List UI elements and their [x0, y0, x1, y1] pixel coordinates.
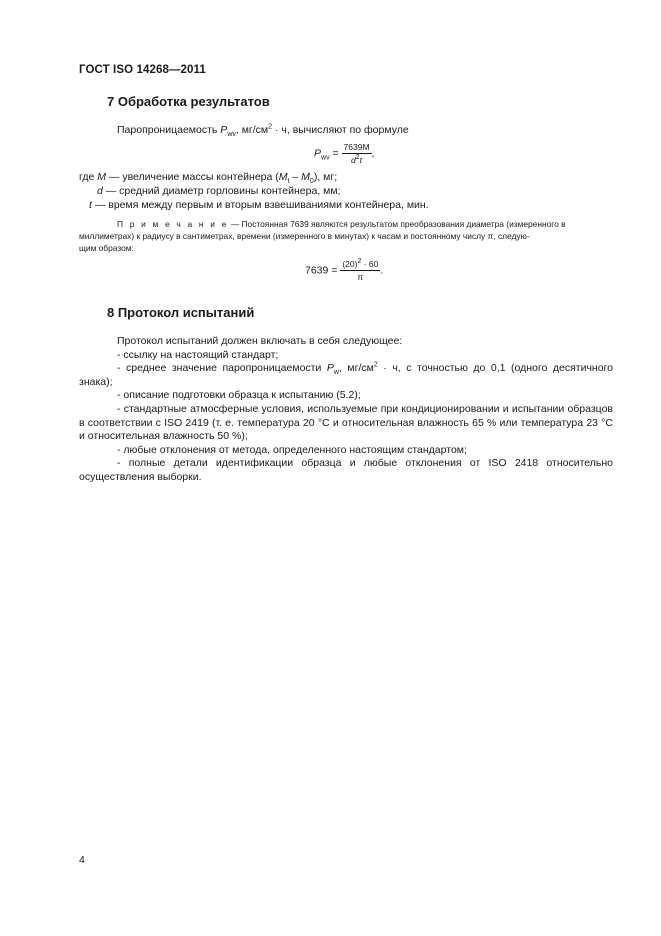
- page-number: 4: [79, 854, 85, 866]
- where-d: d — средний диаметр горловины контейнера, мм;: [97, 185, 341, 197]
- note-line-2: миллиметрах) к радиусу в сантиметрах, времени (измеренного в минутах) к часам и постоянному числу π, следую-: [79, 231, 530, 241]
- section-8-item-wv: - среднее значение паропроницаемости $P_w$, $мг/см^2 \cdot ч$, с точностью до 0,1 (одного десятичного знака);: [79, 361, 613, 388]
- formula-fraction: $\frac{7639M}{d^2t}$: [343, 142, 370, 165]
- note-line-3: щим образом:: [79, 243, 134, 253]
- section-8-title: 8 Протокол испытаний: [107, 305, 255, 320]
- section-8-body: [79, 335, 613, 485]
- section-7-intro: Паропроницаемость $P_{wv}$, $мг/см^2 \cdot ч$, вычисляют по формуле: [117, 123, 409, 139]
- section-8-item: - полные детали идентификации образца и любые отклонения от ISO 2418 относительно осуществления выборки.: [79, 457, 613, 483]
- section-8-item: - описание подготовки образца к испытанию (5.2);: [117, 389, 361, 402]
- note-line-1: П р и м е ч а н и е — Постоянная 7639 являются результатом преобразования диаметра (измеренного в: [117, 219, 566, 229]
- section-8-item: - стандартные атмосферные условия, используемые при кондиционировании и испытании образцов в соответствии с ISO 2419 (т. е. температура 20 °C и относительная влажность 65 % или температура 23 °C и относительная влажность 50 %);: [79, 402, 613, 443]
- section-7-title: 7 Обработка результатов: [107, 94, 270, 109]
- formula-7639-fraction: $\frac{(20)^2 \cdot 60}{\pi}$: [342, 258, 379, 282]
- section-8-line: - ссылку на настоящий стандарт;: [117, 348, 279, 361]
- document-header: ГОСТ ISO 14268—2011: [79, 64, 206, 76]
- section-8-line: Протокол испытаний должен включать в себя следующее:: [117, 335, 403, 347]
- where-m: где M — увеличение массы контейнера $(M_t - M_0)$, мг;: [79, 171, 338, 186]
- where-t: t — время между первым и вторым взвешиваниями контейнера, мин.: [89, 199, 429, 211]
- formula-7639: 7639 = $\frac{(20)^2 \cdot 60}{\pi}$ .: [305, 258, 384, 282]
- formula-pwv: $P_{wv}$ = $\frac{7639M}{d^2t}$ ,: [314, 142, 375, 165]
- section-8-item: - любые отклонения от метода, определенного настоящим стандартом;: [117, 443, 467, 456]
